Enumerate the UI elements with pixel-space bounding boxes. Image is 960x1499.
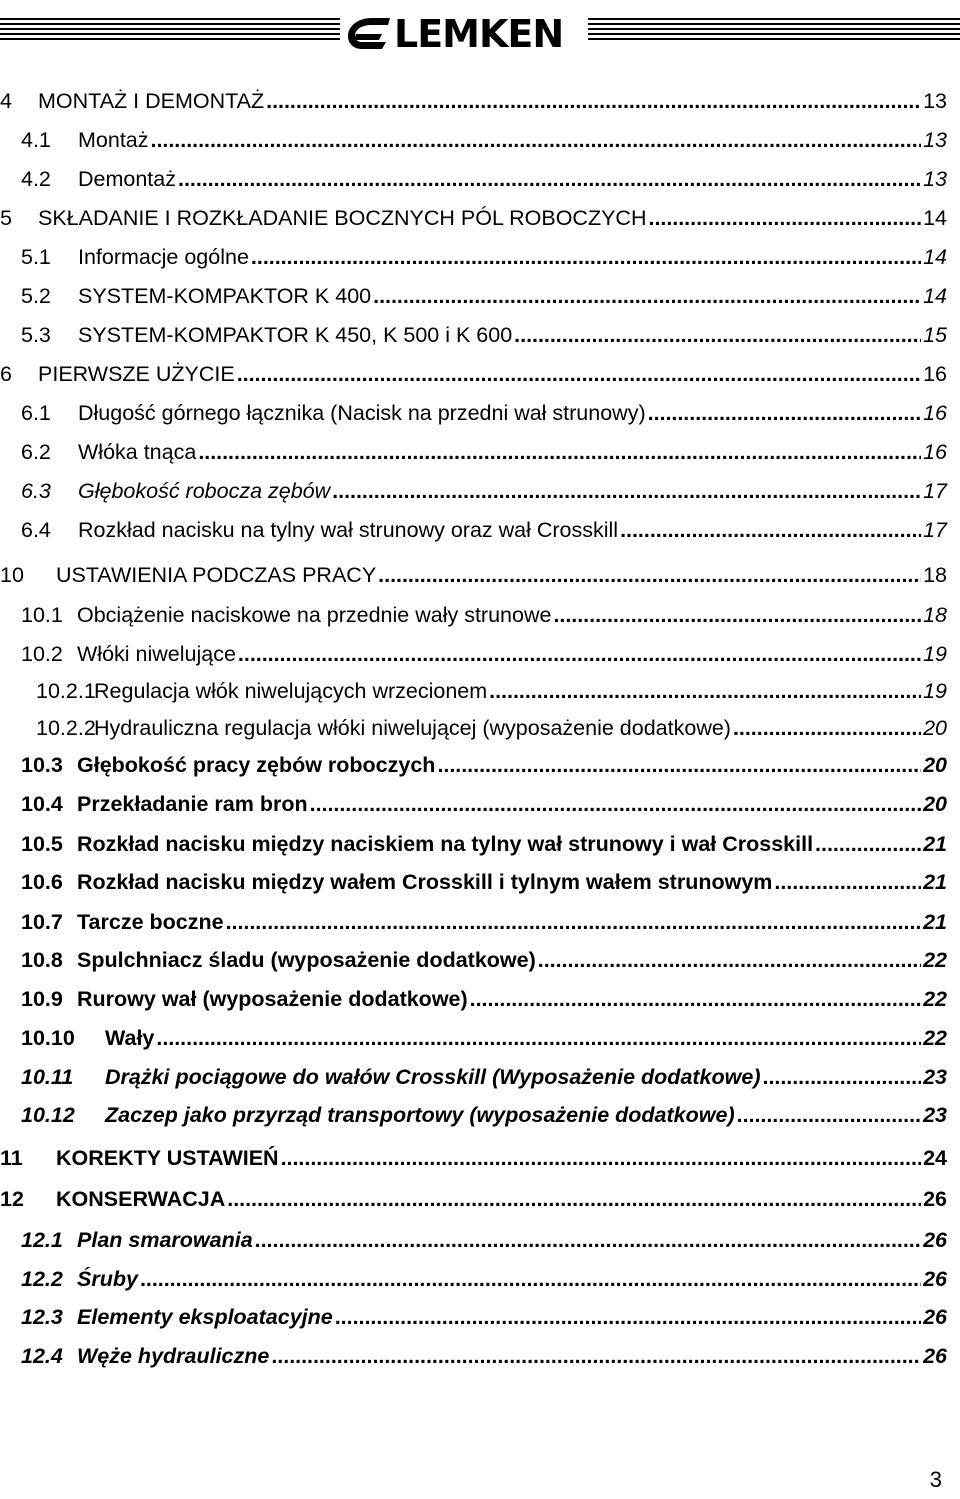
toc-dot-leader <box>470 982 921 1016</box>
toc-dot-leader <box>251 240 921 274</box>
toc-entry-title: PIERWSZE UŻYCIE <box>38 362 235 386</box>
toc-entry-number: 4.1 <box>21 128 51 152</box>
toc-entry[interactable] <box>0 558 960 592</box>
toc-entry[interactable] <box>0 1300 960 1334</box>
toc-entry-title: Włóki niwelujące <box>77 642 236 666</box>
toc-entry-title: Rurowy wał (wyposażenie dodatkowe) <box>77 987 468 1011</box>
toc-entry-title: SYSTEM-KOMPAKTOR K 450, K 500 i K 600 <box>78 323 513 347</box>
toc-entry[interactable] <box>0 279 960 313</box>
toc-entry-page: 23 <box>923 1065 947 1089</box>
toc-entry-title: SKŁADANIE I ROZKŁADANIE BOCZNYCH PÓL ROBOCZYCH <box>38 206 647 230</box>
toc-entry-title: Głębokość robocza zębów <box>78 479 331 503</box>
toc-entry[interactable] <box>0 598 960 632</box>
toc-dot-leader <box>763 1060 922 1094</box>
toc-entry[interactable] <box>0 865 960 899</box>
toc-entry-page: 17 <box>923 518 947 542</box>
toc-entry[interactable] <box>0 396 960 430</box>
toc-entry-title: Plan smarowania <box>77 1228 253 1252</box>
header-rule-right <box>588 18 960 46</box>
toc-dot-leader <box>226 905 922 939</box>
toc-dot-leader <box>737 1098 921 1132</box>
toc-entry-number: 6.3 <box>21 479 51 503</box>
toc-entry[interactable] <box>0 1262 960 1296</box>
toc-dot-leader <box>489 674 921 708</box>
toc-entry[interactable] <box>0 1182 960 1216</box>
toc-entry[interactable] <box>0 1098 960 1132</box>
toc-entry-page: 15 <box>923 323 947 347</box>
toc-entry-title: Rozkład nacisku na tylny wał strunowy oraz wał Crosskill <box>78 518 619 542</box>
toc-entry[interactable] <box>0 474 960 508</box>
toc-entry-page: 16 <box>923 440 947 464</box>
toc-entry-page: 13 <box>923 89 947 113</box>
toc-dot-leader <box>514 318 921 352</box>
toc-entry-number: 10.11 <box>21 1065 74 1089</box>
toc-entry-number: 10.3 <box>21 753 63 777</box>
toc-entry-title: SYSTEM-KOMPAKTOR K 400 <box>78 284 372 308</box>
toc-entry-title: Węże hydrauliczne <box>77 1344 270 1368</box>
toc-entry-page: 26 <box>923 1228 947 1252</box>
toc-entry-title: Obciążenie naciskowe na przednie wały strunowe <box>77 603 552 627</box>
toc-entry-page: 16 <box>923 362 947 386</box>
toc-entry[interactable] <box>0 748 960 782</box>
toc-entry-title: Włóka tnąca <box>78 440 197 464</box>
toc-dot-leader <box>227 1182 921 1216</box>
toc-dot-leader <box>266 84 921 118</box>
toc-entry[interactable] <box>0 435 960 469</box>
toc-entry-number: 4.2 <box>21 167 51 191</box>
toc-entry-page: 22 <box>923 987 947 1011</box>
toc-entry-number: 10.12 <box>21 1103 75 1127</box>
toc-entry-number: 12.2 <box>21 1267 63 1291</box>
toc-dot-leader <box>437 748 921 782</box>
toc-entry[interactable] <box>0 162 960 196</box>
toc-entry-page: 19 <box>923 642 947 666</box>
toc-entry-number: 4 <box>0 89 12 113</box>
toc-entry[interactable] <box>0 982 960 1016</box>
toc-entry[interactable] <box>0 201 960 235</box>
toc-entry-number: 5.3 <box>21 323 51 347</box>
toc-entry-number: 6 <box>0 362 12 386</box>
toc-entry-page: 20 <box>923 753 947 777</box>
toc-entry-number: 12 <box>0 1187 24 1211</box>
toc-entry-number: 10.2.2 <box>36 716 96 740</box>
toc-entry-title: MONTAŻ I DEMONTAŻ <box>38 89 265 113</box>
toc-dot-leader <box>310 787 921 821</box>
toc-entry-title: Drążki pociągowe do wałów Crosskill (Wyposażenie dodatkowe) <box>105 1065 761 1089</box>
toc-entry-page: 26 <box>923 1344 947 1368</box>
toc-entry-page: 20 <box>923 716 947 740</box>
toc-entry-title: Elementy eksploatacyjne <box>77 1305 333 1329</box>
page-number: 3 <box>929 1467 942 1492</box>
toc-entry[interactable] <box>0 1339 960 1373</box>
toc-dot-leader <box>649 201 922 235</box>
toc-entry-page: 23 <box>923 1103 947 1127</box>
header-rule-left <box>0 18 340 46</box>
toc-entry-number: 5.2 <box>21 284 51 308</box>
toc-entry[interactable] <box>0 357 960 391</box>
toc-entry[interactable] <box>0 637 960 671</box>
toc-entry-page: 21 <box>923 870 947 894</box>
toc-entry-title: KOREKTY USTAWIEŃ <box>56 1146 279 1170</box>
toc-entry-title: Rozkład nacisku między naciskiem na tylny wał strunowy i wał Crosskill <box>77 832 814 856</box>
toc-entry[interactable] <box>0 123 960 157</box>
toc-entry[interactable] <box>0 905 960 939</box>
toc-entry-page: 21 <box>923 832 947 856</box>
toc-entry[interactable] <box>0 1223 960 1257</box>
toc-entry-number: 10.10 <box>21 1026 75 1050</box>
toc-entry-page: 22 <box>923 1026 947 1050</box>
toc-entry[interactable] <box>0 787 960 821</box>
toc-entry-title: Montaż <box>78 128 149 152</box>
toc-entry-number: 10.6 <box>21 870 63 894</box>
toc-dot-leader <box>335 1300 921 1334</box>
toc-entry-page: 26 <box>923 1187 947 1211</box>
toc-entry[interactable] <box>0 711 960 745</box>
toc-entry[interactable] <box>0 1060 960 1094</box>
lemken-logo-icon <box>342 14 392 54</box>
toc-dot-leader <box>255 1223 921 1257</box>
toc-entry-number: 10.7 <box>21 910 63 934</box>
toc-entry-title: Spulchniacz śladu (wyposażenie dodatkowe) <box>77 948 536 972</box>
toc-entry-title: Śruby <box>77 1267 138 1291</box>
toc-dot-leader <box>156 1021 921 1055</box>
toc-entry-title: Rozkład nacisku między wałem Crosskill i tylnym wałem strunowym <box>77 870 773 894</box>
toc-entry-number: 5 <box>0 206 12 230</box>
toc-dot-leader <box>648 396 921 430</box>
toc-entry-page: 13 <box>923 167 947 191</box>
toc-entry[interactable] <box>0 318 960 352</box>
toc-entry[interactable] <box>0 674 960 708</box>
toc-entry-title: Długość górnego łącznika (Nacisk na przedni wał strunowy) <box>78 401 646 425</box>
toc-entry-page: 14 <box>923 284 947 308</box>
toc-dot-leader <box>733 711 921 745</box>
toc-entry-page: 13 <box>923 128 947 152</box>
toc-entry-number: 6.4 <box>21 518 51 542</box>
toc-entry[interactable] <box>0 513 960 547</box>
toc-dot-leader <box>271 1339 921 1373</box>
toc-entry-page: 19 <box>923 679 947 703</box>
toc-entry-page: 17 <box>923 479 947 503</box>
toc-entry-page: 24 <box>923 1146 947 1170</box>
toc-dot-leader <box>373 279 921 313</box>
toc-entry-number: 11 <box>0 1146 23 1170</box>
toc-dot-leader <box>140 1262 921 1296</box>
toc-entry-number: 10 <box>0 563 24 587</box>
toc-entry-number: 12.3 <box>21 1305 63 1329</box>
toc-entry-page: 14 <box>923 245 947 269</box>
toc-entry-title: USTAWIENIA PODCZAS PRACY <box>56 563 377 587</box>
toc-entry-title: Wały <box>105 1026 155 1050</box>
toc-entry-page: 26 <box>923 1267 947 1291</box>
toc-entry-title: Głębokość pracy zębów roboczych <box>77 753 436 777</box>
toc-dot-leader <box>378 558 921 592</box>
toc-entry-number: 10.1 <box>21 603 63 627</box>
toc-entry-title: Tarcze boczne <box>77 910 224 934</box>
toc-dot-leader <box>237 357 921 391</box>
toc-entry-page: 18 <box>923 603 947 627</box>
toc-entry-number: 10.2 <box>21 642 63 666</box>
toc-entry-page: 18 <box>923 563 947 587</box>
toc-dot-leader <box>198 435 921 469</box>
toc-entry-page: 20 <box>923 792 947 816</box>
toc-dot-leader <box>281 1141 921 1175</box>
toc-entry-number: 10.2.1 <box>36 679 96 703</box>
toc-dot-leader <box>538 943 921 977</box>
toc-entry[interactable] <box>0 1141 960 1175</box>
toc-entry-number: 6.1 <box>21 401 51 425</box>
toc-entry[interactable] <box>0 240 960 274</box>
toc-entry-number: 10.9 <box>21 987 63 1011</box>
toc-dot-leader <box>774 865 921 899</box>
toc-entry-title: Demontaż <box>78 167 176 191</box>
toc-entry-title: Przekładanie ram bron <box>77 792 308 816</box>
toc-dot-leader <box>151 123 922 157</box>
brand-logo <box>342 12 563 56</box>
toc-entry[interactable] <box>0 84 960 118</box>
toc-entry-number: 12.4 <box>21 1344 63 1368</box>
toc-entry-title: Hydrauliczna regulacja włóki niwelującej (wyposażenie dodatkowe) <box>94 716 731 740</box>
toc-entry[interactable] <box>0 1021 960 1055</box>
toc-dot-leader <box>178 162 921 196</box>
toc-entry-number: 5.1 <box>21 245 51 269</box>
toc-entry[interactable] <box>0 943 960 977</box>
toc-entry-number: 10.8 <box>21 948 63 972</box>
toc-entry-page: 26 <box>923 1305 947 1329</box>
toc-dot-leader <box>332 474 921 508</box>
toc-entry-page: 14 <box>923 206 947 230</box>
brand-name: LEMKEN <box>394 12 564 56</box>
toc-entry[interactable] <box>0 827 960 861</box>
toc-entry-number: 10.5 <box>21 832 63 856</box>
toc-dot-leader <box>553 598 921 632</box>
toc-entry-title: Zaczep jako przyrząd transportowy (wyposażenie dodatkowe) <box>105 1103 735 1127</box>
toc-entry-title: KONSERWACJA <box>56 1187 226 1211</box>
page-header <box>0 0 960 70</box>
toc-entry-title: Informacje ogólne <box>78 245 249 269</box>
toc-entry-page: 22 <box>923 948 947 972</box>
toc-entry-title: Regulacja włók niwelujących wrzecionem <box>94 679 488 703</box>
toc-dot-leader <box>620 513 921 547</box>
toc-entry-number: 12.1 <box>21 1228 63 1252</box>
toc-entry-number: 6.2 <box>21 440 51 464</box>
toc-entry-page: 16 <box>923 401 947 425</box>
toc-entry-page: 21 <box>923 910 947 934</box>
toc-entry-number: 10.4 <box>21 792 63 816</box>
toc-dot-leader <box>238 637 921 671</box>
toc-dot-leader <box>815 827 921 861</box>
